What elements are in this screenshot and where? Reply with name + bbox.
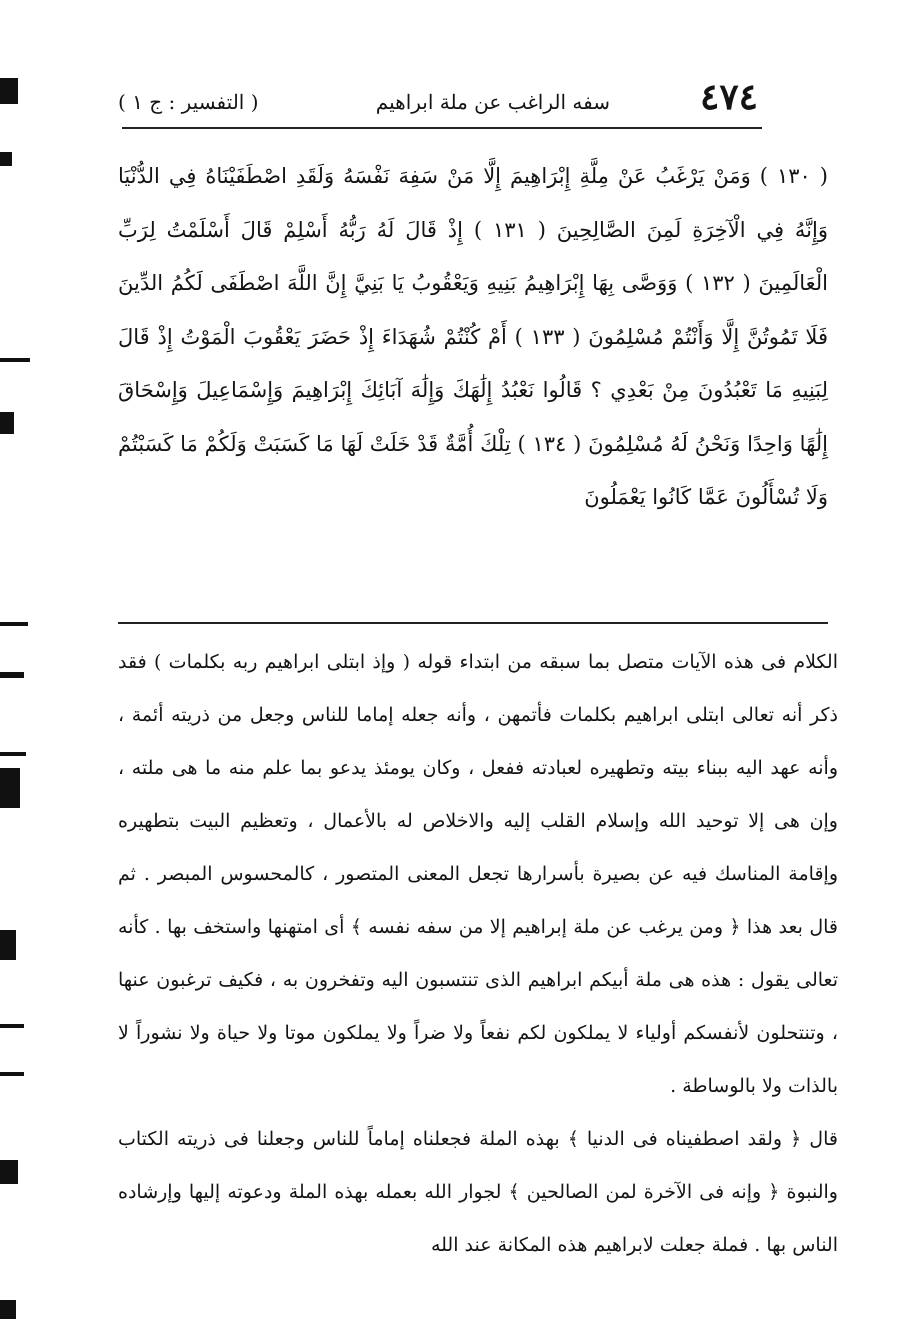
scan-edge-mark (0, 1160, 18, 1184)
scan-edge-mark (0, 78, 18, 104)
scan-edge-mark (0, 1072, 24, 1076)
scan-edge-mark (0, 1024, 24, 1028)
running-title: سفه الراغب عن ملة ابراهيم (375, 90, 610, 114)
header-rule (122, 127, 762, 129)
page-number: ٤٧٤ (699, 76, 758, 118)
scan-edge-mark (0, 672, 24, 678)
scan-edge-mark (0, 412, 14, 434)
scan-edge-mark (0, 1300, 16, 1319)
scan-edge-mark (0, 152, 12, 166)
scan-edge-mark (0, 358, 30, 362)
section-divider (118, 622, 828, 624)
volume-reference: ( التفسير : ج ١ ) (118, 90, 259, 114)
scan-edge-mark (0, 768, 20, 808)
scan-edge-mark (0, 622, 28, 626)
commentary-paragraph: قال ﴿ ولقد اصطفيناه فى الدنيا ﴾ بهذه الملة فجعلناه إماماً للناس وجعلنا فى ذريته الكتاب والنبوة ﴿ وإنه فى الآخرة لمن الصالحين ﴾ لجوار الله بعمله بهذه الملة ودعوته إليها وإرشاده الناس بها . فملة جعلت لابراهيم هذه المكانة عند الله (118, 1128, 838, 1256)
commentary-block (118, 636, 838, 1272)
scan-edge-mark (0, 930, 16, 960)
scan-edge-mark (0, 752, 26, 756)
commentary-paragraph: الكلام فى هذه الآيات متصل بما سبقه من ابتداء قوله ( وإذ ابتلى ابراهيم ربه بكلمات ) فقد ذكر أنه تعالى ابتلى ابراهيم بكلمات فأتمهن ، وأنه جعله إماما للناس وجعل من ذريته أئمة ، وأنه عهد اليه ببناء بيته وتطهيره لعبادته ففعل ، وكان يومئذ يدعو بما علم منه ما هى ملته ، وإن هى إلا توحيد الله وإسلام القلب إليه والاخلاص له بالأعمال ، وتعظيم البيت بتطهيره وإقامة المناسك فيه عن بصيرة بأسرارها تجعل المعنى المتصور ، كالمحسوس المبصر . ثم قال بعد هذا ﴿ ومن يرغب عن ملة إبراهيم إلا من سفه نفسه ﴾ أى امتهنها واستخف بها . كأنه تعالى يقول : هذه هى ملة أبيكم ابراهيم الذى تنتسبون اليه وتفخرون به ، فكيف ترغبون عنها ، وتنتحلون لأنفسكم أولياء لا يملكون لكم نفعاً ولا ضراً ولا يملكون موتا ولا حياة ولا نشوراً لا بالذات ولا بالوساطة . (118, 651, 838, 1097)
page-header (118, 72, 758, 128)
quran-verses-block: ( ١٣٠ ) وَمَنْ يَرْغَبُ عَنْ مِلَّةِ إِبْرَاهِيمَ إِلَّا مَنْ سَفِهَ نَفْسَهُ وَلَقَدِ اصْطَفَيْنَاهُ فِي الدُّنْيَا وَإِنَّهُ فِي الْآخِرَةِ لَمِنَ الصَّالِحِينَ ( ١٣١ ) إِذْ قَالَ لَهُ رَبُّهُ أَسْلِمْ قَالَ أَسْلَمْتُ لِرَبِّ الْعَالَمِينَ ( ١٣٢ ) وَوَصَّى بِهَا إِبْرَاهِيمُ بَنِيهِ وَيَعْقُوبُ يَا بَنِيَّ إِنَّ اللَّهَ اصْطَفَى لَكُمُ الدِّينَ فَلَا تَمُوتُنَّ إِلَّا وَأَنْتُمْ مُسْلِمُونَ ( ١٣٣ ) أَمْ كُنْتُمْ شُهَدَاءَ إِذْ حَضَرَ يَعْقُوبَ الْمَوْتُ إِذْ قَالَ لِبَنِيهِ مَا تَعْبُدُونَ مِنْ بَعْدِي ؟ قَالُوا نَعْبُدُ إِلَٰهَكَ وَإِلَٰهَ آبَائِكَ إِبْرَاهِيمَ وَإِسْمَاعِيلَ وَإِسْحَاقَ إِلَٰهًا وَاحِدًا وَنَحْنُ لَهُ مُسْلِمُونَ ( ١٣٤ ) تِلْكَ أُمَّةٌ قَدْ خَلَتْ لَهَا مَا كَسَبَتْ وَلَكُمْ مَا كَسَبْتُمْ وَلَا تُسْأَلُونَ عَمَّا كَانُوا يَعْمَلُونَ (118, 164, 828, 509)
